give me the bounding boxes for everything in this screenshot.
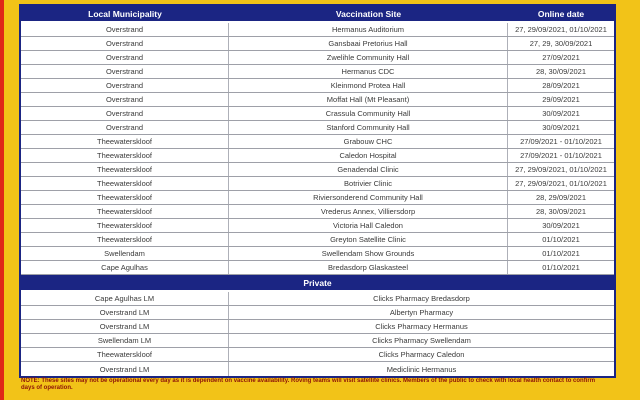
site-cell: Victoria Hall Caledon	[229, 219, 508, 232]
private-sites-rows	[21, 292, 614, 376]
municipality-cell: Theewaterskloof	[21, 219, 229, 232]
municipality-cell: Theewaterskloof	[21, 191, 229, 204]
date-cell: 01/10/2021	[542, 249, 580, 258]
public-sites-rows	[21, 23, 614, 275]
site-cell: Vrederus Annex, Villiersdorp	[229, 205, 508, 218]
site-cell: Clicks Pharmacy Caledon	[378, 350, 465, 359]
left-edge-accent-strip	[0, 0, 4, 400]
site-cell: Caledon Hospital	[229, 149, 508, 162]
date-cell: 01/10/2021	[542, 235, 580, 244]
availability-note: NOTE: These sites may not be operational every day as it is dependent on vaccine availability. Roving teams will visit satellite clinics. Members of the public to check with local health contact to confirm days of operation.	[21, 378, 596, 391]
table-row	[21, 306, 614, 320]
site-cell: Swellendam Show Grounds	[229, 247, 508, 260]
column-header-online-date: Online date	[537, 8, 585, 19]
table-row	[21, 320, 614, 334]
site-cell: Kleinmond Protea Hall	[229, 79, 508, 92]
site-cell: Clicks Pharmacy Bredasdorp	[373, 294, 470, 303]
date-cell: 28, 30/09/2021	[535, 67, 587, 76]
table-row	[21, 79, 614, 93]
municipality-cell: Swellendam	[21, 247, 229, 260]
site-cell: Greyton Satellite Clinic	[229, 233, 508, 246]
municipality-cell: Overstrand	[21, 23, 229, 36]
date-cell: 27, 29/09/2021, 01/10/2021	[515, 25, 607, 34]
column-header-local-municipality: Local Municipality	[88, 8, 162, 19]
date-cell: 27/09/2021 - 01/10/2021	[520, 151, 602, 160]
site-cell: Clicks Pharmacy Swellendam	[372, 336, 471, 345]
site-cell: Clicks Pharmacy Hermanus	[375, 322, 468, 331]
table-row	[21, 292, 614, 306]
site-cell: Mediclinic Hermanus	[386, 364, 457, 374]
private-section-header	[21, 275, 614, 292]
date-cell: 28, 30/09/2021	[535, 207, 587, 216]
site-cell: Hermanus CDC	[229, 65, 508, 78]
date-cell: 27, 29/09/2021, 01/10/2021	[515, 179, 607, 188]
site-cell: Riviersonderend Community Hall	[229, 191, 508, 204]
site-cell: Zwelihle Community Hall	[229, 51, 508, 64]
municipality-cell: Theewaterskloof	[21, 177, 229, 190]
municipality-cell: Overstrand LM	[21, 320, 229, 333]
site-cell: Albertyn Pharmacy	[389, 308, 454, 317]
municipality-cell: Overstrand	[21, 51, 229, 64]
site-cell: Stanford Community Hall	[229, 121, 508, 134]
table-row	[21, 247, 614, 261]
municipality-cell: Theewaterskloof	[21, 233, 229, 246]
table-row	[21, 135, 614, 149]
date-cell: 28/09/2021	[542, 81, 580, 90]
table-row	[21, 261, 614, 275]
table-row	[21, 51, 614, 65]
table-row	[21, 163, 614, 177]
municipality-cell: Overstrand	[21, 107, 229, 120]
date-cell: 30/09/2021	[542, 109, 580, 118]
site-cell: Genadendal Clinic	[229, 163, 508, 176]
site-cell: Moffat Hall (Mt Pleasant)	[229, 93, 508, 106]
site-cell: Grabouw CHC	[229, 135, 508, 148]
table-row	[21, 37, 614, 51]
municipality-cell: Overstrand	[21, 93, 229, 106]
municipality-cell: Theewaterskloof	[21, 205, 229, 218]
municipality-cell: Cape Agulhas	[21, 261, 229, 274]
site-cell: Gansbaai Pretorius Hall	[229, 37, 508, 50]
table-row	[21, 107, 614, 121]
date-cell: 29/09/2021	[542, 95, 580, 104]
site-cell: Bredasdorp Glaskasteel	[229, 261, 508, 274]
table-row	[21, 205, 614, 219]
municipality-cell: Theewaterskloof	[21, 163, 229, 176]
municipality-cell: Overstrand LM	[21, 362, 229, 376]
municipality-cell: Cape Agulhas LM	[21, 292, 229, 305]
table-row	[21, 93, 614, 107]
date-cell: 30/09/2021	[542, 221, 580, 230]
table-row	[21, 121, 614, 135]
date-cell: 27, 29/09/2021, 01/10/2021	[515, 165, 607, 174]
table-row	[21, 362, 614, 376]
table-row	[21, 191, 614, 205]
municipality-cell: Swellendam LM	[21, 334, 229, 347]
table-row	[21, 348, 614, 362]
table-row	[21, 149, 614, 163]
date-cell: 27/09/2021 - 01/10/2021	[520, 137, 602, 146]
site-cell: Botrivier Clinic	[229, 177, 508, 190]
table-row	[21, 219, 614, 233]
date-cell: 30/09/2021	[542, 123, 580, 132]
municipality-cell: Theewaterskloof	[21, 149, 229, 162]
date-cell: 27, 29, 30/09/2021	[529, 39, 593, 48]
municipality-cell: Overstrand	[21, 37, 229, 50]
column-header-vaccination-site: Vaccination Site	[335, 8, 402, 19]
private-section-label: Private	[303, 277, 332, 288]
table-row	[21, 334, 614, 348]
site-cell: Crassula Community Hall	[229, 107, 508, 120]
municipality-cell: Overstrand	[21, 79, 229, 92]
date-cell: 28, 29/09/2021	[535, 193, 587, 202]
municipality-cell: Theewaterskloof	[21, 135, 229, 148]
municipality-cell: Theewaterskloof	[21, 348, 229, 361]
date-cell: 27/09/2021	[542, 53, 580, 62]
table-row	[21, 23, 614, 37]
date-cell: 01/10/2021	[542, 263, 580, 272]
municipality-cell: Overstrand	[21, 65, 229, 78]
table-row	[21, 177, 614, 191]
table-row	[21, 233, 614, 247]
table-header-row	[21, 6, 614, 23]
vaccination-schedule-table	[19, 4, 616, 378]
municipality-cell: Overstrand LM	[21, 306, 229, 319]
table-row	[21, 65, 614, 79]
site-cell: Hermanus Auditorium	[229, 23, 508, 36]
municipality-cell: Overstrand	[21, 121, 229, 134]
